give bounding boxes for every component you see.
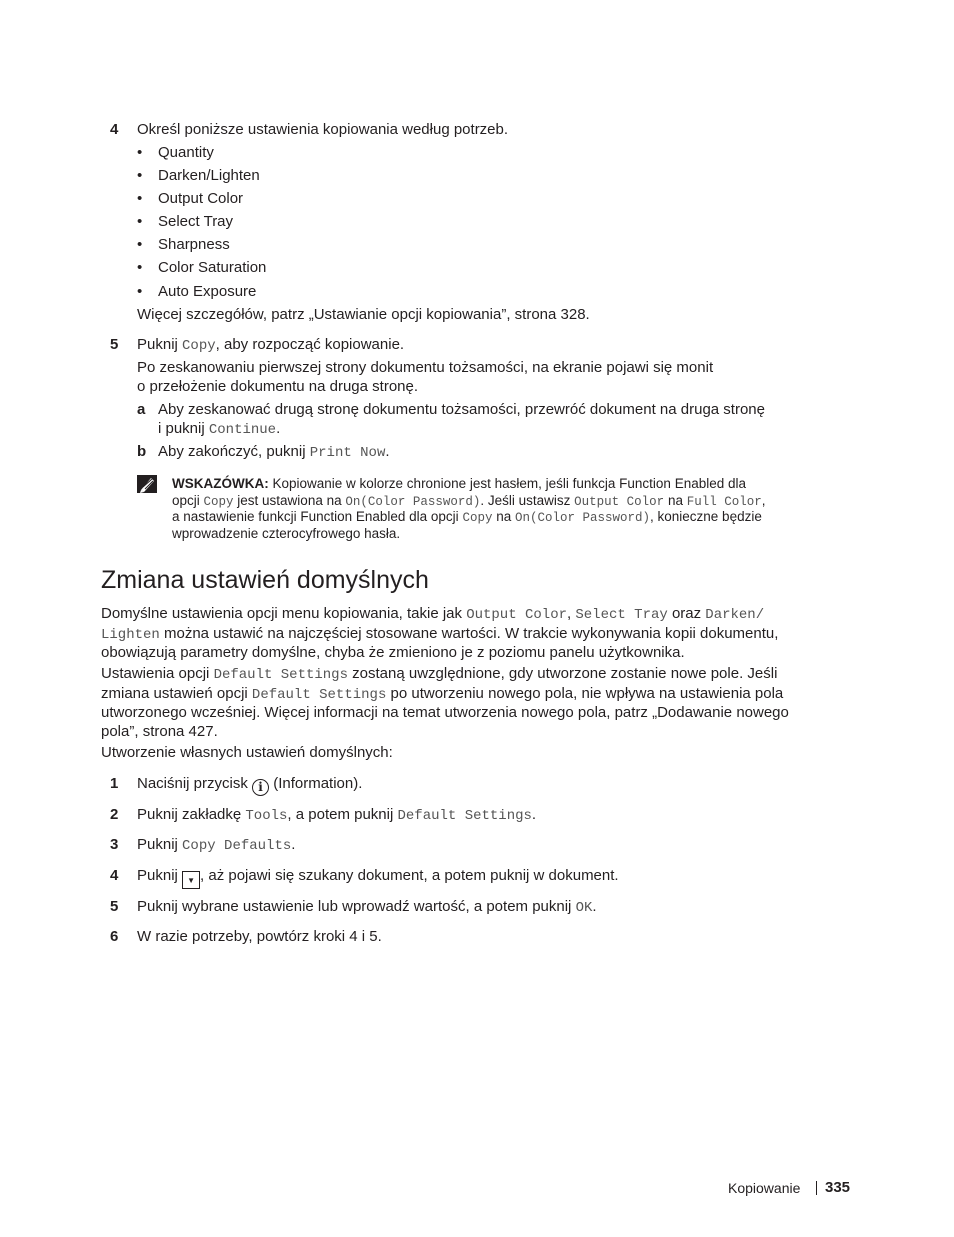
section-paragraph: Domyślne ustawienia opcji menu kopiowania, takie jak Output Color, Select Tray oraz Darken/ Lighten można ustawić na najczęściej stosowane wartości. W trakcie wykonywania kopii dokumentu, obowiązują parametry domyślne, chyba że zmieniono je z poziomu panelu użytkownika. — [101, 605, 779, 661]
step-text: Naciśnij przycisk i (Information). — [137, 775, 363, 794]
note-label: WSKAZÓWKA: — [172, 476, 269, 491]
step-number: 5 — [110, 898, 119, 915]
list-item: • Sharpness — [158, 236, 230, 253]
ui-label-print-now: Print Now — [309, 445, 386, 461]
step-paragraph-line: Po zeskanowaniu pierwszej strony dokumentu tożsamości, na ekranie pojawi się monit — [137, 359, 714, 376]
step-number: 4 — [110, 121, 119, 138]
step-text: W razie potrzeby, powtórz kroki 4 i 5. — [137, 928, 382, 945]
section-paragraph: Ustawienia opcji Default Settings zostaną uwzględnione, gdy utworzone zostanie nowe pole. Jeśli zmiana ustawień opcji Default Settings po utworzeniu nowego pola, nie wpływa na ustawienia pola utworzonego wcześniej. Więcej informacji na temat utworzenia nowego pola, patrz „Dodawanie nowego pola”, strona 427. — [101, 665, 789, 740]
list-item: • Quantity — [158, 144, 214, 161]
list-item: • Color Saturation — [158, 259, 266, 276]
substep-label: a — [137, 401, 146, 418]
cross-reference: Więcej szczegółów, patrz „Ustawianie opcji kopiowania”, strona 328. — [137, 306, 590, 323]
note-pencil-icon — [137, 475, 157, 493]
substep-text: Aby zeskanować drugą stronę dokumentu tożsamości, przewróć dokument na druga stronę — [158, 401, 765, 418]
step-number: 3 — [110, 836, 119, 853]
footer-chapter: Kopiowanie — [728, 1180, 801, 1196]
step-number: 5 — [110, 336, 119, 353]
step-number: 1 — [110, 775, 119, 792]
substep-label: b — [137, 443, 147, 460]
list-item: • Darken/Lighten — [158, 167, 260, 184]
step-number: 4 — [110, 867, 119, 884]
page-number: 335 — [825, 1179, 851, 1196]
step-number: 6 — [110, 928, 119, 945]
information-icon: i — [252, 779, 269, 796]
step-text: Puknij Copy Defaults. — [137, 836, 296, 854]
step-paragraph-line: o przełożenie dokumentu na druga stronę. — [137, 378, 419, 395]
list-item: • Select Tray — [158, 213, 233, 230]
list-item: • Output Color — [158, 190, 243, 207]
step-text: Puknij wybrane ustawienie lub wprowadź wartość, a potem puknij OK. — [137, 898, 597, 916]
substep-text: i puknij Continue. — [158, 420, 281, 438]
ui-label-copy: Copy — [182, 338, 216, 354]
step-text: Puknij ▼ , aż pojawi się szukany dokument, a potem puknij w dokument. — [137, 867, 619, 889]
scroll-down-icon: ▼ — [182, 871, 200, 889]
section-paragraph: Utworzenie własnych ustawień domyślnych: — [101, 744, 393, 761]
note-line: opcji Copy jest ustawiona na On(Color Password). Jeśli ustawisz Output Color na Full Color, — [172, 493, 766, 509]
note-line: a nastawienie funkcji Function Enabled dla opcji Copy na On(Color Password), konieczne będzie — [172, 509, 762, 525]
substep-text: Aby zakończyć, puknij Print Now. — [158, 443, 390, 461]
step-text: Puknij zakładkę Tools, a potem puknij Default Settings. — [137, 806, 537, 824]
step-text: Określ poniższe ustawienia kopiowania według potrzeb. — [137, 121, 509, 138]
step-text: Puknij Copy, aby rozpocząć kopiowanie. — [137, 336, 405, 354]
ui-label-continue: Continue — [208, 422, 277, 438]
step-number: 2 — [110, 806, 119, 823]
note-line: WSKAZÓWKA: Kopiowanie w kolorze chronione jest hasłem, jeśli funkcja Function Enabled dla — [172, 476, 747, 491]
section-title: Zmiana ustawień domyślnych — [101, 566, 429, 594]
footer-divider — [816, 1181, 817, 1195]
list-item: • Auto Exposure — [158, 283, 256, 300]
note-line: wprowadzenie czterocyfrowego hasła. — [172, 526, 401, 541]
